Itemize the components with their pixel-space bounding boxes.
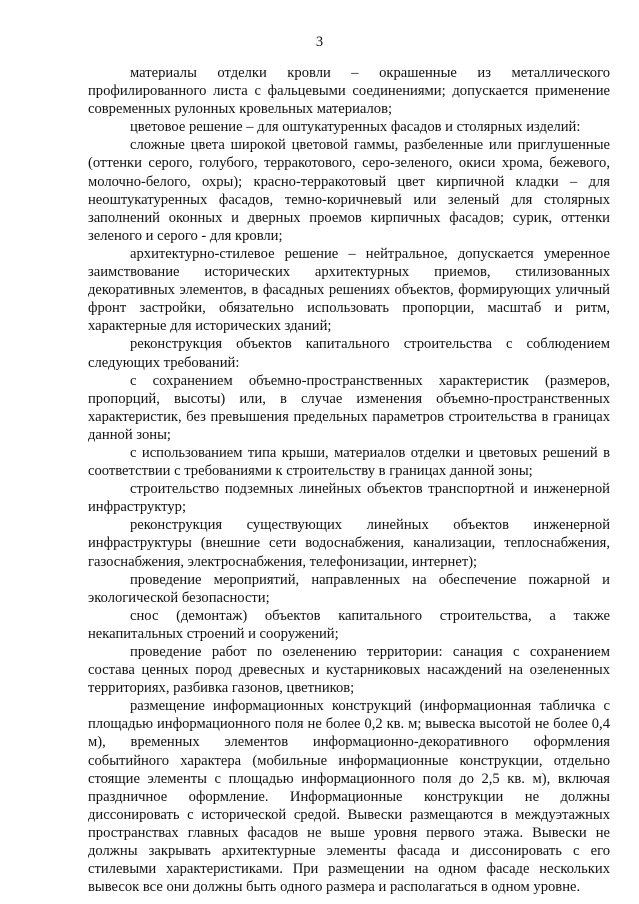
paragraph-underground-construction: строительство подземных линейных объектов транспортной и инженерной инфраструктур; [88, 481, 610, 516]
paragraph-information-signs: размещение информационных конструкций (информационная табличка с площадью информационного поля не более 0,2 кв. м; вывеска высотой не более 0,4 м), временных элементов информационно-декоративного оформления событийного характера (мобильные информационные конструкции, отдельно стоящие элементы с площадью информационного поля до 2,5 кв. м), включая праздничное оформление. Информационные конструкции не должны диссонировать с исторической средой. Вывески размещаются в междуэтажных пространствах главных фасадов не выше уровня первого этажа. Вывески не должны закрывать архитектурные элементы фасада и диссонировать с его стилевыми характеристиками. При размещении на одном фасаде нескольких вывесок все они должны быть одного размера и располагаться в одном уровне. [88, 698, 610, 896]
paragraph-roof-type: с использованием типа крыши, материалов отделки и цветовых решений в соответствии с требованиями к строительству в границах данной зоны; [88, 444, 610, 480]
paragraph-safety-measures: проведение мероприятий, направленных на обеспечение пожарной и экологической безопасности; [88, 571, 610, 606]
paragraph-demolition: снос (демонтаж) объектов капитального строительства, а также некапитальных строений и сооружений; [88, 607, 610, 642]
paragraph-color-palette: сложные цвета широкой цветовой гаммы, разбеленные или приглушенные (оттенки серого, голубого, терракотового, серо-зеленого, окиси хрома, бежевого, молочно-белого, охры); красно-терракотовый цвет кирпичной кладки – для неоштукатуренных фасадов, темно-коричневый или зеленый для столярных заполнений оконных и дверных проемов кирпичных фасадов; сурик, оттенки зеленого и серого - для кровли; [88, 137, 610, 244]
paragraph-reconstruction: реконструкция объектов капитального строительства с соблюдением следующих требований: [88, 336, 610, 371]
paragraph-linear-infrastructure: реконструкция существующих линейных объектов инженерной инфраструктуры (внешние сети водоснабжения, канализации, теплоснабжения, газоснабжения, электроснабжения, телефонизации, интернет); [88, 517, 610, 570]
paragraph-volume-preservation: с сохранением объемно-пространственных характеристик (размеров, пропорций, высоты) или, в случае изменения объемно-пространственных характеристик, без превышения предельных параметров строительства в границах данной зоны; [88, 372, 610, 443]
paragraph-landscaping: проведение работ по озеленению территории: санация с сохранением состава ценных пород древесных и кустарниковых насаждений на озелененных территориях, разбивка газонов, цветников; [88, 644, 610, 697]
document-body [88, 64, 610, 896]
paragraph-color-solution: цветовое решение – для оштукатуренных фасадов и столярных изделий: [130, 119, 581, 136]
paragraph-roof-materials: материалы отделки кровли – окрашенные из металлического профилированного листа с фальцевыми соединениями; допускается применение современных рулонных кровельных материалов; [88, 65, 610, 118]
paragraph-architectural-style: архитектурно-стилевое решение – нейтральное, допускается умеренное заимствование исторических архитектурных приемов, стилизованных декоративных элементов, в фасадных решениях объектов, формирующих уличный фронт застройки, обязательно использовать пропорции, масштаб и ритм, характерные для исторических зданий; [88, 245, 610, 335]
page-number: 3 [315, 34, 324, 50]
